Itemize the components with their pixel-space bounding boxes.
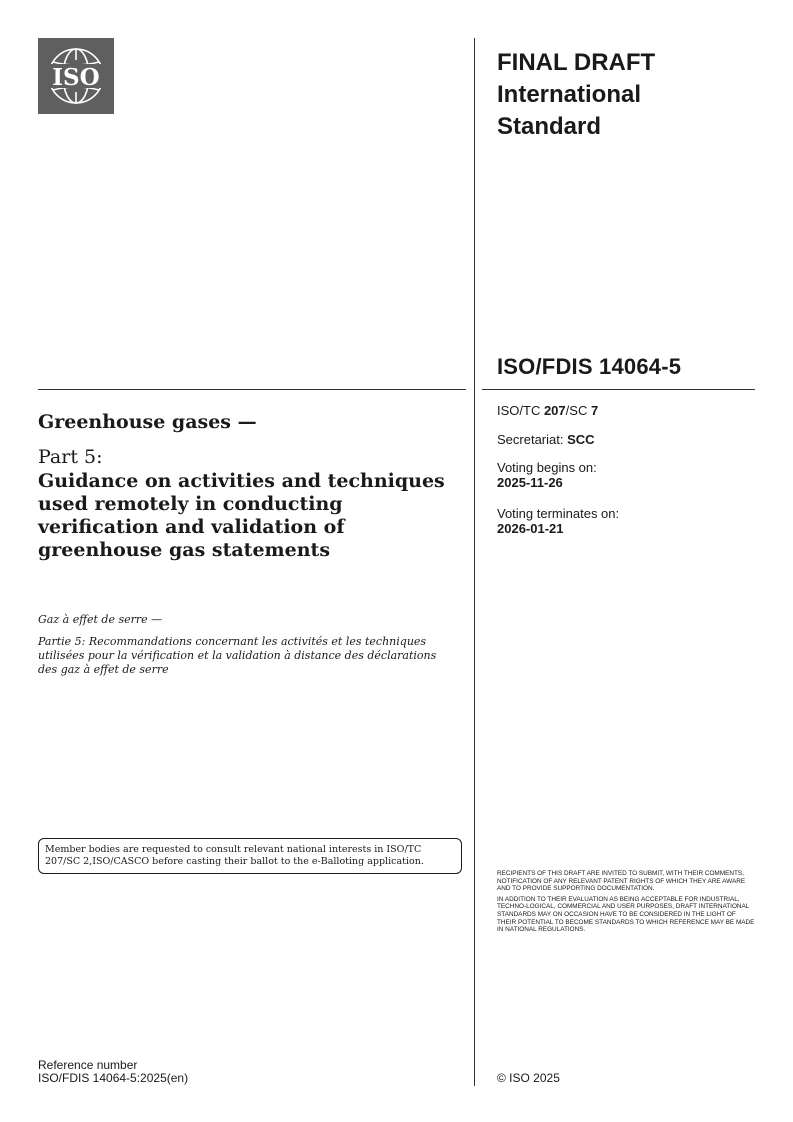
copyright: © ISO 2025 [497,1071,560,1085]
voting-terminates-label: Voting terminates on: [497,506,620,521]
voting-begins [497,460,597,490]
recipients-notice-para-2: IN ADDITION TO THEIR EVALUATION AS BEING ACCEPTABLE FOR INDUSTRIAL, TECHNO-LOGICAL, COMMERCIAL AND USER PURPOSES, DRAFT INTERNATIONAL STANDARDS MAY ON OCCASION HAVE TO BE CONSIDERED IN THE LIGHT OF THEIR POTENTIAL TO BECOME STANDARDS TO WHICH REFERENCE MAY BE MADE IN NATIONAL REGULATIONS. [497,895,755,934]
voting-begins-label: Voting begins on: [497,460,597,475]
draft-line-1: FINAL DRAFT [497,49,656,76]
main-title: Greenhouse gases — [38,411,257,433]
member-bodies-notice: Member bodies are requested to consult relevant national interests in ISO/TC 207/SC 2,ISO/CASCO before casting their ballot to the e-Balloting application. [38,838,462,874]
reference-label: Reference number [38,1058,138,1072]
logo-text: ISO [52,64,100,91]
horizontal-divider-right [482,389,755,390]
french-part-title: Partie 5: Recommandations concernant les activités et les techniques utilisées pour la vérification et la validation à distance des déclarations des gaz à effet de serre [38,635,437,676]
voting-begins-date: 2025-11-26 [497,475,563,490]
voting-terminates [497,506,619,536]
document-stage-title [497,47,757,143]
iso-logo [38,38,114,114]
vertical-divider [474,38,475,1086]
standard-number: ISO/FDIS 14064-5 [497,354,682,379]
part-label: Part 5: [38,446,103,468]
draft-line-2: International [497,81,642,108]
recipients-notice [497,870,755,937]
technical-committee: ISO/TC 207/SC 7 [497,403,599,418]
french-main-title: Gaz à effet de serre — [38,613,163,626]
horizontal-divider-left [38,389,466,390]
iso-globe-icon [38,38,114,114]
draft-line-3: Standard [497,113,602,140]
secretariat: Secretariat: SCC [497,432,595,447]
part-title: Guidance on activities and techniques used remotely in conducting verification and validation of greenhouse gas statements [38,470,445,561]
recipients-notice-para-1: RECIPIENTS OF THIS DRAFT ARE INVITED TO SUBMIT, WITH THEIR COMMENTS, NOTIFICATION OF ANY RELEVANT PATENT RIGHTS OF WHICH THEY ARE AWARE AND TO PROVIDE SUPPORTING DOCUMENTATION. [497,870,746,893]
voting-terminates-date: 2026-01-21 [497,521,564,536]
reference-number: ISO/FDIS 14064-5:2025(en) [38,1071,189,1085]
